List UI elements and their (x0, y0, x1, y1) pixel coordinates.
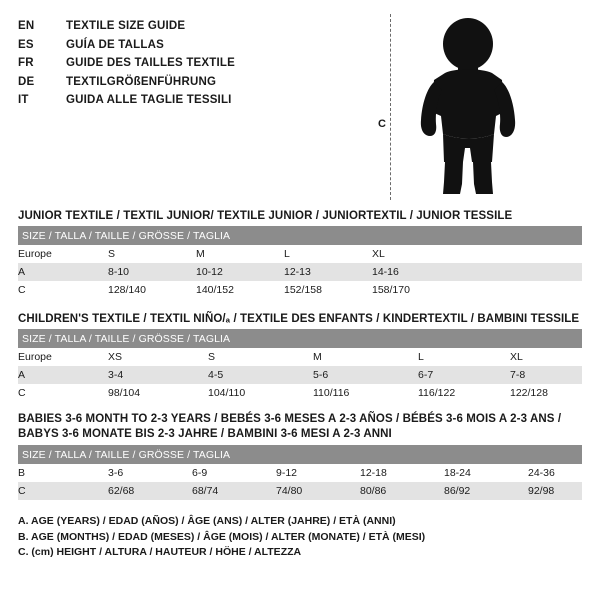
cell: M (196, 245, 284, 263)
cell: 122/128 (510, 384, 582, 402)
table-row (18, 245, 582, 263)
cell: 116/122 (418, 384, 510, 402)
cell: 12-13 (284, 263, 372, 281)
cell: 68/74 (192, 482, 276, 500)
row-label: B (18, 464, 108, 482)
language-title: GUIDA ALLE TAGLIE TESSILI (66, 94, 232, 106)
cell: 8-10 (108, 263, 196, 281)
babies-size-table (18, 445, 582, 500)
cell: 62/68 (108, 482, 192, 500)
spacer (18, 402, 582, 412)
row-label: A (18, 366, 108, 384)
cell: 4-5 (208, 366, 313, 384)
language-title: GUIDE DES TAILLES TEXTILE (66, 57, 235, 69)
cell: 5-6 (313, 366, 418, 384)
section-title: CHILDREN'S TEXTILE / TEXTIL NIÑO/ₐ / TEXTILE DES ENFANTS / KINDERTEXTIL / BAMBINI TESSILE (18, 313, 580, 325)
section-children (18, 313, 582, 402)
cell: 80/86 (360, 482, 444, 500)
row-label: C (18, 482, 108, 500)
section-title: JUNIOR TEXTILE / TEXTIL JUNIOR/ TEXTILE JUNIOR / JUNIORTEXTIL / JUNIOR TESSILE (18, 210, 513, 222)
height-measure-label: C (378, 118, 386, 130)
cell: XL (372, 245, 460, 263)
row-label: C (18, 281, 108, 299)
cell: 86/92 (444, 482, 528, 500)
row-label: Europe (18, 348, 108, 366)
cell: 152/158 (284, 281, 372, 299)
legend (18, 514, 582, 561)
table-header-label: SIZE / TALLA / TAILLE / GRÖSSE / TAGLIA (22, 229, 231, 242)
language-row (18, 17, 235, 36)
language-code: ES (18, 38, 34, 51)
toddler-silhouette-icon (410, 16, 530, 202)
spacer (18, 299, 582, 313)
language-row (18, 73, 235, 92)
cell: S (208, 348, 313, 366)
table-row (18, 366, 582, 384)
language-row (18, 54, 235, 73)
junior-size-table (18, 226, 582, 299)
header (18, 14, 582, 210)
cell: 6-9 (192, 464, 276, 482)
cell: 104/110 (208, 384, 313, 402)
language-code: DE (18, 75, 35, 88)
language-code: FR (18, 57, 34, 69)
language-title: GUÍA DE TALLAS (66, 38, 164, 51)
cell: L (284, 245, 372, 263)
language-code: IT (18, 94, 29, 106)
row-label: Europe (18, 245, 108, 263)
cell: XL (510, 348, 582, 366)
language-title: TEXTILE SIZE GUIDE (66, 20, 186, 32)
child-figure-illustration (378, 14, 558, 204)
cell-empty (460, 281, 582, 299)
cell: 10-12 (196, 263, 284, 281)
language-row (18, 36, 235, 55)
language-title: TEXTILGRÖßENFÜHRUNG (66, 75, 217, 88)
table-header-row (18, 329, 582, 348)
cell: 110/116 (313, 384, 418, 402)
cell: S (108, 245, 196, 263)
section-junior (18, 210, 582, 299)
language-row (18, 91, 235, 110)
cell: XS (108, 348, 208, 366)
cell: M (313, 348, 418, 366)
cell: 3-6 (108, 464, 192, 482)
cell: 14-16 (372, 263, 460, 281)
legend-line: B. AGE (MONTHS) / EDAD (MESES) / ÂGE (MOIS) / ALTER (MONATE) / ETÀ (MESI) (18, 530, 426, 543)
legend-line: A. AGE (YEARS) / EDAD (AÑOS) / ÂGE (ANS) / ALTER (JAHRE) / ETÀ (ANNI) (18, 515, 396, 527)
cell: 7-8 (510, 366, 582, 384)
table-header-row (18, 226, 582, 245)
table-row (18, 482, 582, 500)
language-code: EN (18, 20, 35, 32)
table-header-row (18, 445, 582, 464)
table-row (18, 384, 582, 402)
table-row (18, 348, 582, 366)
cell: 92/98 (528, 482, 582, 500)
table-row (18, 263, 582, 281)
cell-empty (460, 245, 582, 263)
cell-empty (460, 263, 582, 281)
cell: 18-24 (444, 464, 528, 482)
row-label: A (18, 263, 108, 281)
cell: 140/152 (196, 281, 284, 299)
cell: 6-7 (418, 366, 510, 384)
cell: 98/104 (108, 384, 208, 402)
cell: 24-36 (528, 464, 582, 482)
legend-line: C. (cm) HEIGHT / ALTURA / HAUTEUR / HÖHE / ALTEZZA (18, 546, 302, 558)
row-label: C (18, 384, 108, 402)
section-babies (18, 412, 582, 500)
height-measure-line (390, 14, 391, 200)
table-row (18, 464, 582, 482)
cell: 12-18 (360, 464, 444, 482)
table-header-label: SIZE / TALLA / TAILLE / GRÖSSE / TAGLIA (22, 332, 231, 345)
children-size-table (18, 329, 582, 402)
language-title-list (18, 14, 235, 110)
cell: 128/140 (108, 281, 196, 299)
cell: 74/80 (276, 482, 360, 500)
cell: 9-12 (276, 464, 360, 482)
table-header-label: SIZE / TALLA / TAILLE / GRÖSSE / TAGLIA (22, 448, 231, 461)
table-row (18, 281, 582, 299)
cell: 158/170 (372, 281, 460, 299)
cell: L (418, 348, 510, 366)
cell: 3-4 (108, 366, 208, 384)
section-title: BABIES 3-6 MONTH TO 2-3 YEARS / BEBÉS 3-6 MESES A 2-3 AÑOS / BÉBÉS 3-6 MOIS A 2-3 ANS / BABYS 3-6 MONATE BIS 2-3 JAHRE / BAMBINI 3-6 MESI A 2-3 ANNI (18, 413, 562, 440)
